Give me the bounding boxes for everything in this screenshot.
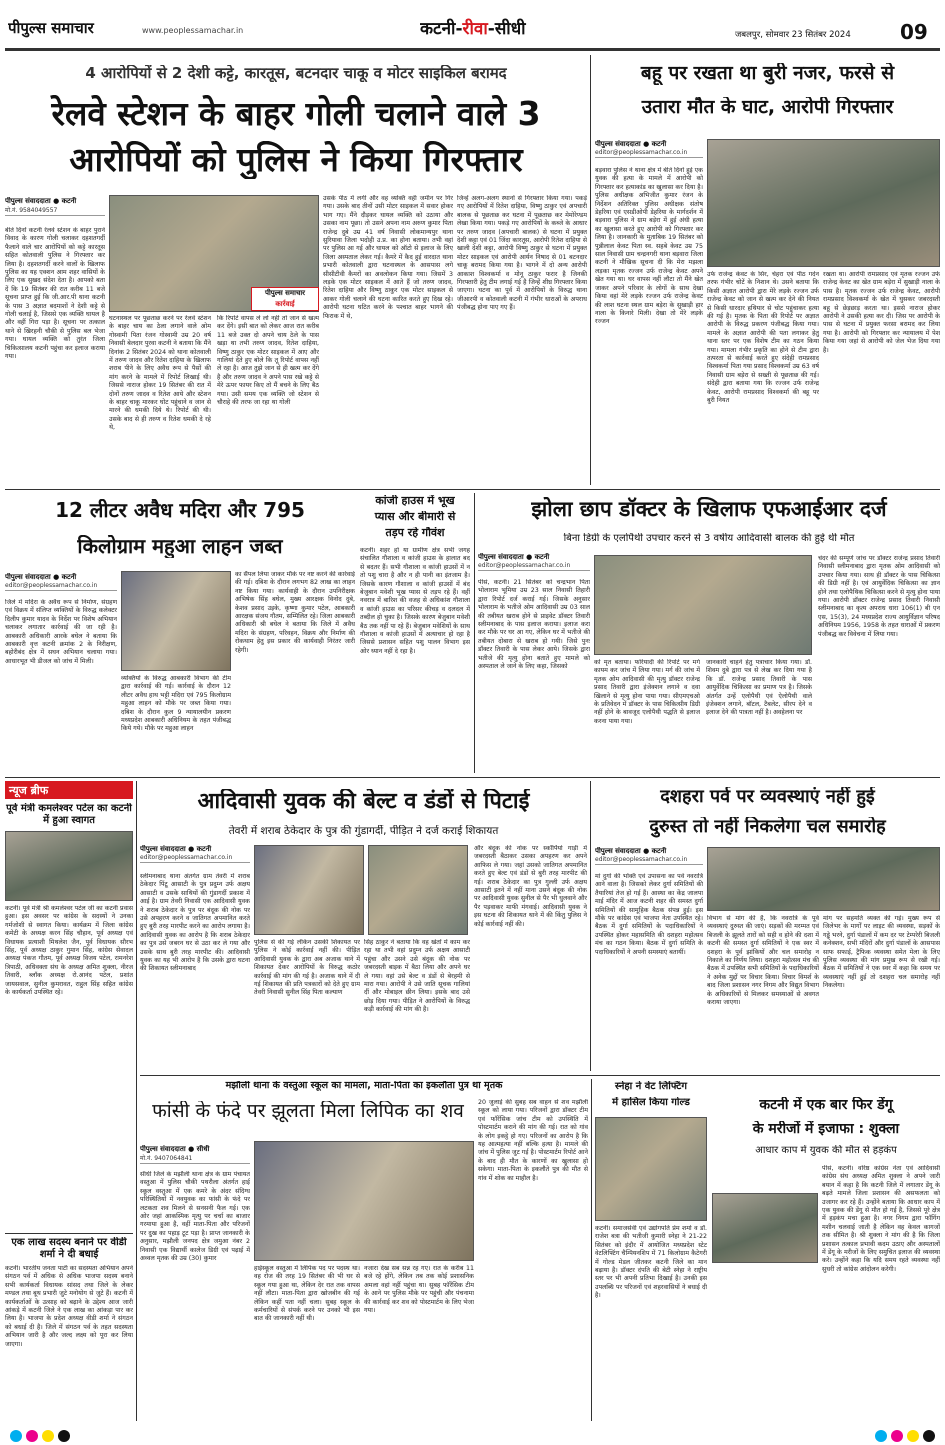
body-col-2: को मृत बताया। फरियादी की रिपोर्ट पर मर्ग कायम कर जांच में लिया गया। मर्ग की जांच में मृतक ओम आदिवासी की मृत्यु डॉक्टर राजेन्द्र प्रसाद तिवारी द्वारा इंजेक्शन लगाने व दवा खिलाने से मृत्यु होना पाया गया। सीएमएचओ के प्रतिवेदन में डॉक्टर के पास चिकित्सीय डिग्री नहीं होने के बावजूद एलोपैथी पद्धति से इलाज करना पाया गया। bbox=[594, 659, 700, 725]
story-clerk-body-found bbox=[140, 1079, 588, 1421]
reg-dot-magenta bbox=[891, 1430, 903, 1442]
body-col-4: चंदर की सम्पूर्ण जांच पर डॉक्टर राजेन्द्र प्रसाद तिवारी निवासी स्लीमनाबाद द्वारा मृतक ओम आदिवासी को उपचार किया गया। साथ ही डॉक्टर के पास चिकित्सा की डिग्री नहीं है। एवं आयुर्वेदिक चिकित्सा का ज्ञान होने तथा एलोपैथिक चिकित्सा करने से मृत्यु होना पाया गया। आरोपी डॉक्टर राजेन्द्र प्रसाद तिवारी निवासी स्लीमनाबाद का कृत्य अपराध धारा 106(1) बी एन एस, 15(3), 24 मध्यप्रदेश राज्य आयुर्विज्ञान परिषद अधिनियम 1956, 1958 के तहत धाराओं में प्रकरण पंजीबद्ध कर विवेचना में लिया गया। bbox=[818, 555, 940, 638]
photo-accused-police bbox=[707, 139, 940, 267]
byline: पीपुल्स संवाददाता ● कटनी editor@peoplessamachar.co.in bbox=[5, 573, 117, 592]
masthead-rule bbox=[5, 48, 940, 51]
story-tribal-youth-beaten bbox=[140, 781, 587, 1073]
subheadline: बिना डिग्री के एलोपैथी उपचार करने से 3 वर्षीय आदिवासी बालक की हुई थी मौत bbox=[563, 533, 855, 544]
headline-line-1: दशहरा पर्व पर व्यवस्थाएं नहीं हुई bbox=[660, 787, 875, 807]
headline-line-1: कांजी हाउस में भूख bbox=[375, 495, 455, 507]
body-col-3: सिंह ठाकुर ने बताया कि वह खेतों में काम कर रहा था तभी वहां प्रदुम्न उर्फ अक्षय आसाटी पहुंचा और उसने उसे बंदूक की नोक पर जबरदस्ती बाइक में बैठा लिया और अपने घर ले गया। वहां उसे बेल्ट व डंडों से बेरहमी से मारा गया। आरोपी ने उसे जाति सूचक गालियां दीं और मोबाइल छीन लिया। इसके बाद उसे छोड़ दिया गया। पीड़ित ने आरोपियों के विरुद्ध कड़ी कार्रवाई की मांग की है। bbox=[364, 939, 470, 1014]
news-brief-label: न्यूज ब्रीफ bbox=[5, 781, 133, 799]
byline: पीपुल्स संवाददाता ● कटनी मो.नं. 9584049557 bbox=[5, 197, 105, 217]
divider bbox=[5, 777, 940, 778]
photo-amit-shukla bbox=[712, 1193, 818, 1263]
print-registration-marks bbox=[0, 1425, 945, 1445]
photo-kamleshwar-patel bbox=[5, 831, 133, 901]
story-quack-doctor-fir bbox=[478, 493, 940, 775]
headline: झोला छाप डॉक्टर के खिलाफ एफआईआर दर्ज bbox=[531, 497, 887, 521]
body-col-1: बड़वारा पुलिस ने थाना क्षेत्र में बीते दिनों हुई एक युवक की हत्या के मामले में आरोपी को गिरफ्तार कर हत्याकांड का खुलासा कर दिया है। पुलिस अधीक्षक अभिजीत कुमार रंजन के निर्देशन अतिरिक्त पुलिस अधीक्षक संतोष डेहरिया एवं एसडीओपी डेहरिया के मार्गदर्शन में बड़वारा पुलिस ने ग्राम बड़ेरा में हुई अंधी हत्या का खुलासा करते हुए आरोपी को गिरफ्तार कर लिया है। जानकारी के मुताबिक 19 सितंबर को पुन्नीलाल केवट पिता स्व. सहबे केवट उम्र 75 साल निवासी ग्राम चन्द्रनगरी थाना बड़वारा जिला कटनी ने मौखिक सूचना दी कि मेरा मझला लड़का मृतक रज्जन उर्फ राजेन्द्र केवट अपने खेत गया था। घर वापस नहीं लौटा तो मैंने खेत जाकर अपने परिवार के लोगों के साथ देखा किया वहां मेरे लड़के रज्जन उर्फ राजेन्द्र केवट की लाश घटना स्थल ग्राम बड़ेरा के सुखाड़ी हार नाला के किनारे मिली। देखा तो मेरे लड़के रज्जन bbox=[595, 167, 703, 326]
divider bbox=[5, 1233, 133, 1234]
divider bbox=[591, 1079, 592, 1421]
body-col-2: घटनास्थल पर पूछताछ करने पर रेलवे स्टेशन के बाहर चाय का ठेला लगाने वाले ओम गोस्वामी पिता रंजन गोस्वामी उम्र 20 वर्ष निवासी बेलदार पुरवा कटनी ने बताया कि मैंने दिनांक 2 सितंबर 2024 को थाना कोतवाली में तरुण जादव और रितेश दाहिया के खिलाफ शराब पीने के लिए अवैध रूप से पैसों की मांग करने के मामले में रिपोर्ट लिखाई थी। जिससे नाराज होकर 19 सितंबर की रात में दोनों तरुण जादव व रितेश आये और स्टेशन के बाहर चाकू मारकर घोट पहुंचाने व जान से मारने की धमकी दिये थे। रिपोर्ट की थी। उसके बाद से ही तरुण व रितेश धमकी दे रहे थे, bbox=[109, 315, 211, 432]
reg-dot-black bbox=[58, 1430, 70, 1442]
brief-body-1: कटनी। पूर्व मंत्री श्री कमलेश्वर पटेल जी का कटनी प्रवास हुआ। इस अवसर पर कांग्रेस के सदस्यों ने उनका गर्मजोशी से स्वागत किया। कार्यक्रम में जिला कांग्रेस कमेटी के अध्यक्ष करन सिंह चौहान, पूर्व अध्यक्ष एवं विधायक प्रत्याशी मिथलेश जैन, पूर्व विधायक सौरभ सिंह, पूर्व अध्यक्ष ठाकुर गुमान सिंह, कांग्रेस सेवादल अध्यक्ष पंकज गौतम, पूर्व अध्यक्ष विजय पटेल, रामनरेश त्रिपाठी, अधिवक्ता संघ के अध्यक्ष अमित शुक्ला, नीरज तिवारी, ब्लॉक अध्यक्ष रो.आनंद पटेल, प्रशांत जायसवाल, सुनील कुमरावत, राहुल सिंह सहित कांग्रेस के कार्यकर्ता उपस्थित रहे। bbox=[5, 905, 133, 997]
photo-sneha bbox=[595, 1117, 707, 1221]
headline-line-1: स्नेहा ने वेट लिफ्टिंग bbox=[615, 1081, 687, 1092]
headline-line-2: दुरुस्त तो नहीं निकलेगा चल समारोह bbox=[649, 817, 886, 837]
body-col-2: उर्फ राजेन्द्र केवट के सिर, चेहरा एवं पीठ गर्दन तरफ गंभीर चोटें के निशान थे। उसने बताया कि किसी अज्ञात आरोपी द्वारा मेरे लड़के रज्जन उर्फ राजेन्द्र केवट को जान से खत्म कर देने की नियत से किसी धारदार हथियार से चोट पहुंचाकर हत्या की गई है। मृतक के पिता की रिपोर्ट पर अज्ञात आरोपी के विरुद्ध प्रकरण पंजीबद्ध किया गया। मामले के अज्ञात आरोपी की पता लगाकर हेतु थाना स्तर पर एक विशेष टीम का गठन किया गया। मामला गंभीर प्रकृति का होने से टीम द्वारा तत्परता से कार्रवाई करते हुए संदेही रामप्रसाद विश्वकर्मा पिता गया प्रसाद विश्वकर्मा उम्र 63 वर्ष निवासी ग्राम बड़ेरा से सख्ती से पूछताछ की गई। संदेही द्वारा बताया गया कि रज्जन उर्फ राजेन्द्र केवट, आरोपी रामप्रसाद विश्वकर्मा की बहू पर बुरी नियत bbox=[707, 271, 819, 405]
body: कटनी। समाजसेवी एवं उद्योगपति प्रेम शर्मा व डॉ. राजेश बत्रा की भतीजी कुमारी स्नेहा ने 21-22 सितंबर को इंदौर में आयोजित मध्यप्रदेश स्टेट वेटलिफ्टिंग चैम्पियनशिप में 71 किलोग्राम कैटेगरी में गोल्ड मेडल जीतकर कटनी जिले का मान बढ़ाया है। डॉक्टर दंपति की बेटी स्नेहा ने राष्ट्रीय स्तर पर भी अपनी प्रतिभा दिखाई है। उनकी इस उपलब्धि पर परिजनों एवं शहरवासियों ने बधाई दी है। bbox=[595, 1225, 707, 1300]
site-url: www.peoplessamachar.in bbox=[142, 26, 244, 35]
body-col-1: जिले में मदिरा के अवैध रूप से निर्माण, संग्रहण एवं विक्रय में संलिप्त व्यक्तियों के विरुद्ध कलेक्टर दिलीप कुमार यादव के निर्देश पर विशेष अभियान चलाकर लगातार कार्रवाई की जा रही है। आबकारी अधिकारी आरके बघेल ने बताया कि आबकारी वृत्त कटनी क्रमांक 2 के निरीक्षण, बहोरीबंद क्षेत्र में सघन अभियान चलाया गया। आधारभूत भी डीजल को जांच में मिली। bbox=[5, 599, 117, 665]
edition-sidhi: सीधी bbox=[494, 19, 526, 39]
headline-line-2: किलोग्राम महुआ लाहन जब्त bbox=[77, 535, 283, 558]
body-col-1: पीसं, कटनी। वरिष्ठ कांग्रेस नेता एवं आदिवासी कांग्रेस संघ अध्यक्ष अमित शुक्ला ने अपने जारी बयान में कहा है कि कटनी जिले में लगातार डेंगू के बढ़ते मामले जिला प्रशासन की असफलता को उजागर कर रहे हैं। उन्होंने बताया कि आधार काप में एक युवक की डेंगू से मौत हो गई है, जिससे पूरे क्षेत्र में हड़कंप मचा हुआ है। नगर निगम द्वारा फॉगिंग मशीन चलवाई जाती है लेकिन वह केवल कागजों तक सीमित है। श्री शुक्ला ने मांग की है कि जिला प्रशासन तत्काल प्रभावी कदम उठाए और अस्पतालों में डेंगू के मरीजों के लिए समुचित इलाज की व्यवस्था करे। उन्होंने कहा कि यदि समय रहते व्यवस्था नहीं सुधरी तो कांग्रेस आंदोलन करेगी। bbox=[822, 1165, 940, 1273]
photo-samiti-meeting bbox=[707, 847, 940, 911]
photo-hanging-scene bbox=[254, 1141, 474, 1261]
brief-body-2: कटनी। भारतीय जनता पार्टी का सदस्यता अभियान अपने संगठन पर्व में अधिक से अधिक भाजपा सदस्य बनाने सभी कार्यकर्ता विधायक सांसद तथा जिले के लेकर मण्डल तथा बूथ प्रभारी जुटे मनोयोग से जुटे हैं। कटनी में कार्यकर्ताओं के उत्साह को बढ़ाने के उद्देश्य आज जारी आंकड़े में कटनी जिले ने एक लाख का आंकड़ा पार कर लिया है। भाजपा के प्रदेश अध्यक्ष वीडी शर्मा ने संगठन को बधाई दी है। जिले में संगठन पर्व के तहत सदस्यता अभियान जारी है और जल्द लक्ष्य को पूरा कर लिया जाएगा। bbox=[5, 1265, 133, 1348]
subheadline: आधार काप में युवक की मौत से हड़कंप bbox=[755, 1145, 897, 1156]
photo-victim-2 bbox=[368, 845, 468, 935]
body-col-3: जानकारी चाहने हेतु पत्राचार किया गया। डॉ. शिवम दुबे द्वारा पत्र से लेख कर दिया गया है कि डॉ. राजेन्द्र प्रसाद तिवारी के पास आयुर्वेदिक चिकित्सा का प्रमाण पत्र है। जिसके अंतर्गत उन्हें एलोपैथी एवं ऐलोपैथी वाले इंजेक्शन लगाने, बॉटल, टैबलेट, सीरप देने व इलाज देने की पात्रता नहीं है। अवहेलना पर bbox=[706, 659, 812, 717]
story-illegal-liquor bbox=[5, 493, 355, 775]
edition-katni: कटनी bbox=[420, 19, 456, 39]
byline: पीपुल्स संवाददाता ● कटनी editor@peoplessamachar.co.in bbox=[595, 847, 703, 866]
body-col-2: पुलिस से की गई लेकिन उसकी शिकायत पर पुलिस ने कोई कार्रवाई नहीं की। पीड़ित आदिवासी युवक के द्वारा अब अजाक थाने में शिकायत देकर आरोपियों के विरुद्ध कठोर कार्रवाई की मांग की गई है। अजाक थाने में दी गई शिकायत की प्रति पत्रकारों को देते हुए ग्राम तेवरी निवासी सुनील सिंह पिता कल्याण bbox=[254, 939, 360, 997]
divider bbox=[590, 781, 591, 1071]
byline: पीपुल्स संवाददाता ● सीधी मो.नं. 9407064841 bbox=[140, 1145, 250, 1165]
body-col-3: मांग पर सहमति व्यक्त की गई। मुख्य रूप से जिलेभर के मार्गों पर लाइट की व्यवस्था, सड़कों के गड्ढे भरने, दुर्गा पंडालों में कम दर पर टेम्परेरी बिजली कनेक्शन, सभी मंदिरों और दुर्गा पंडालों के आसपास साफ सफाई, ट्रैफिक व्यवस्था समेत मेला के लिए पुलिस व्यवस्था की मांग प्रमुख रूप से रखी गई। बैठक में समितियों ने एक स्वर में कहा कि समय पर व्यवस्थाएं नहीं हुई तो दशहरा चल समारोह नहीं निकलेगा। bbox=[823, 915, 940, 990]
headline-line-1: बहू पर रखता था बुरी नजर, फरसे से bbox=[640, 63, 895, 84]
headline-line-2: आरोपियों को पुलिस ने किया गिरफ्तार bbox=[69, 141, 523, 179]
body-col-3: रखता था। आरोपी रामप्रसाद एवं मृतक रज्जन उर्फ राजेन्द्र केवट का खेत ग्राम बड़ेरा में सुखाड़ी नाला के पास है। मृतक रज्जन उर्फ राजेन्द्र केवट, आरोपी रामप्रसाद विश्वकर्मा के खेत में घुसकर जबरदस्ती बहू से छेड़छाड़ करता था। इससे नाराज होकर आरोपी ने उसकी हत्या कर दी। जिस पर आरोपी के पास से घटना में प्रयुक्त फरसा बरामद कर लिया गया है। आरोपी को गिरफ्तार कर न्यायालय में पेश किया गया जहां से आरोपी को जेल भेज दिया गया है। bbox=[823, 271, 940, 354]
story-dengue-cases bbox=[712, 1079, 940, 1421]
body-col-3: का सैंपल लिया जाकर मौके पर नष्ट करने की कार्रवाई की गई। दबिश के दौरान लगभग 82 लाख का लाहन नष्ट किया गया। कार्यवाही के दौरान उपनिरीक्षक अभिषेक सिंह बघेल, मुख्य आरक्षक विनोद दुबे, केशव प्रसाद उइके, कृष्णा कुमार पटेल, आबकारी आरक्षक संजय गौतम, सम्मिलित रहे। जिला आबकारी अधिकारी श्री बघेल ने बताया कि जिले में अवैध मदिरा के संग्रहण, परिवहन, विक्रय और निर्माण की रोकथाम हेतु इस प्रकार की कार्यवाही निरंतर जारी रहेगी। bbox=[235, 571, 355, 654]
edition-rewa: रीवा bbox=[462, 19, 488, 39]
body-col-1: स्लीमनाबाद थाना अंतर्गत ग्राम तेवरी में शराब ठेकेदार पिंटू आसाटी के पुत्र प्रदुम्न उर्फ अक्षय आसाटी व उसके साथियों की गुंडागर्दी प्रकाश में आई है। ग्राम तेवरी निवासी एक आदिवासी युवक ने शराब ठेकेदार के पुत्र पर बंदूक की नोक पर उसे अपहरण करने व जातिगत अपमानित करते हुए बुरी तरह मारपीट करने का आरोप लगाया है। आदिवासी युवक का आरोप है कि शराब ठेकेदार का पुत्र उसे जबरन घर से उठा कर ले गया और उसके साथ बुरी तरह मारपीट की। आदिवासी युवक का यह भी आरोप है कि उसके द्वारा घटना की शिकायत स्लीमनाबाद bbox=[140, 873, 250, 973]
headline-line-2: प्यास और बीमारी से bbox=[374, 511, 456, 523]
body-col-4: उसके पीठ में लगी और वह व्यक्ति वहीं जमीन पर गिर गया। उसके बाद तीनों उसी मोटर साइकल में सवार होकर भाग गए। मैंने दौड़कर घायल व्यक्ति को उठाया और उसका नाम पूछा। तो उसने अपना नाम अरुण कुमार पिता राजेन्द्र दुबे उम्र 41 वर्ष निवासी लोकमान्यपुर थाना सुरियावा जिला भदोही उ.प्र. का होना बताया। तभी वहां पर पुलिस आ गई और घायल को ऑटो से इलाज के लिए जिला अस्पताल लेकर गई। कैमरे में कैद हुई वारदात थाना प्रभारी कोतवाली द्वारा घटनास्थल के आसपास लगे सीसीटीवी कैमरों का अवलोकन किया गया। जिसमें 3 लड़के एक मोटर साइकल में आते हैं जो तरुण जादव, रितेश दाहिया और विष्णु ठाकुर एक मोटर साइकल से आकर गोली चलाने की घटना कारित करते हुए दिख रहे। आरोपी घटना घटित करने के पश्चात बाहर भागने की फिराक में थे, bbox=[323, 195, 453, 320]
body-col-3: कि रिपोर्ट वापस ले लो नहीं तो जान से खत्म कर देंगे। इसी बात को लेकर आज रात करीब 11 बजे उक्त दो अपने चाय ठेले के पास खड़ा था तभी तरुण जादव, रितेश दाहिया, विष्णु ठाकुर एक मोटर साइकल में आए और गालियां देते हुए बोले कि तू रिपोर्ट वापस नहीं ले रहा है। आज तुझे जान से ही खत्म कर देंगे है और तरुण जादव ने अपने पास रखे कट्टे से मेरे ऊपर फायर किए तो मैं बचने के लिए बैठ गया। उसी समय एक व्यक्ति जो स्टेशन से चौराहे की तरफ जा रहा था गोली bbox=[217, 315, 319, 407]
brief-headline-1: पूर्व मंत्री कमलेश्वर पटेल का कटनी में हुआ स्वागत bbox=[6, 803, 132, 826]
headline-line-2: उतारा मौत के घाट, आरोपी गिरफ्तार bbox=[641, 97, 894, 118]
headline-line-2: में हासिल किया गोल्ड bbox=[612, 1097, 690, 1108]
body-col-1: पीसं, कटनी। 21 सितंबर को चन्द्रभान पिता भोलाराम भूमिया उम्र 23 साल निवासी तिहारी द्वारा रिपोर्ट दर्ज कराई गई। जिसके अनुसार भोलाराम के भतीजे ओम आदिवासी उम्र 03 साल की तबीयत खराब होने से प्राइवेट डॉक्टर तिवारी स्लीमनाबाद के पास इलाज कराया। इलाज करा कर मौके पर घर आ गए, लेकिन घर में भतीजे की तबीयत दोबारा से खराब हो गयी। जिसे पुनः डॉक्टर तिवारी के पास लेकर आये। जिसके द्वारा भतीजे की मृत्यु होना बताते हुए मामले को अस्पताल ले जाने के लिए कहा, जिसको bbox=[478, 579, 590, 671]
photo-seized-liquor bbox=[121, 571, 231, 671]
reg-dot-cyan bbox=[10, 1430, 22, 1442]
dateline: जबलपुर, सोमवार 23 सितंबर 2024 bbox=[735, 30, 851, 40]
headline-line-1: रेलवे स्टेशन के बाहर गोली चलाने वाले 3 bbox=[51, 95, 541, 133]
byline: पीपुल्स संवाददाता ● कटनी editor@peoplessamachar.co.in bbox=[140, 845, 250, 864]
reg-dot-yellow bbox=[907, 1430, 919, 1442]
subheadline: तेवरी में शराब ठेकेदार के पुत्र की गुंडागर्दी, पीड़ित ने दर्ज कराई शिकायत bbox=[228, 825, 499, 837]
body: कटनी। शहर हो या ग्रामीण क्षेत्र सभी जगह संचालित गौशाला व कांजी हाउस के हालात बद से बदतर हैं। सभी गौशाला व कांजी हाउसों में न तो पशु चारा है और न ही पानी का इंतजाम है। जिसके कारण गौशाला व कांजी हाउसों में बंद बेजुबान मवेशी भूख प्यास से तड़प रहे हैं। वहीं नवरात्र में बारिश की वजह से अधिकांश गौशाला व कांजी हाउस का परिसर कीचड़ व दलदल में तब्दील हो चुका है। जिसके कारण बेजुबान मवेशी बैठ तक नहीं पा रहे हैं। बेजुबान मवेशियों के साथ गौशाला व कांजी हाउसों में अत्याचार हो रहा है जिससे प्रशासन सहित पशु पालन विभाग इस ओर ध्यान नहीं दे रहा है। bbox=[360, 547, 470, 655]
headline-line-3: तड़प रहे गौवंश bbox=[385, 527, 445, 539]
masthead bbox=[0, 0, 945, 52]
body-col-4: और बंदूक की नोक पर स्कॉर्पियो गाड़ी में जबरदस्ती बैठाकर उसका अपहरण कर अपने आफिस ले गया। जहां उसको जातिगत अपमानित करते हुए बेल्ट एवं डंडों से बुरी तरह मारपीट की गई। शराब ठेकेदार का पुत्र गुल्ली उर्फ अक्षय आसाटी इतने में नहीं माना उसने बंदूक की नोक पर आदिवासी युवक सुनील से पैर भी धुलवाने और पैर पड़वाकर माफी मंगवाई। आदिवासी युवक ने इस घटना की शिकायत थाने में की किंतु पुलिस ने कोई कार्रवाई नहीं की। bbox=[474, 845, 587, 928]
body-col-4: 20 जुलाई की सुबह सब वाहन से शव मझौली स्कूल को लाया गया। परिजनों द्वारा डॉक्टर टीम एवं फॉरेंसिक जांच टीम को उपस्थिति में पोस्टमार्टम कराने की मांग की गई। रात को गांव के लोग इकट्ठे हो गए। परिजनों का आरोप है कि यह आत्महत्या नहीं बल्कि हत्या है। मामले की जांच में पुलिस जुट गई है। पोस्टमार्टम रिपोर्ट आने के बाद ही मौत के कारणों का खुलासा हो सकेगा। माता-पिता के इकलौते पुत्र की मौत से गांव में शोक का माहौल है। bbox=[478, 1099, 588, 1182]
brand-logo bbox=[8, 18, 138, 42]
edition-title: कटनी-रीवा-सीधी bbox=[420, 19, 526, 39]
body-col-3: नजारा देख सब सन्न रह गए। रात के करीब 11 बजे रहे होंगे, लेकिन तब तक कोई प्रशासनिक अमला वहां नहीं पहुंचा था। सुबह फॉरेंसिक टीम के आने पर पुलिस मौके पर पहुंची और पंचनामा की कार्रवाई कर शव को पोस्टमार्टम के लिए भेजा गया। bbox=[364, 1265, 474, 1315]
byline: पीपुल्स संवाददाता ● कटनी editor@peoplessamachar.co.in bbox=[595, 140, 703, 159]
divider bbox=[590, 55, 591, 485]
headline-line-2: के मरीजों में इजाफा : शुक्ला bbox=[752, 1121, 900, 1137]
news-brief-column bbox=[5, 781, 133, 1421]
body-col-5: जिन्हें अलग-अलग स्थानों से गिरफ्तार किया गया। पकड़े गए आरोपियों में रितेश दाहिया, विष्णु ठाकुर एवं अपचारी बालक से पूछताछ कर घटना में पूछताछ कर मेमोरेण्डम लेखा किया गया। पकड़े गए आरोपियों के कब्जे के आधार पर तरुण जादव (अपचारी बालक) से घटना में प्रयुक्त देशी कट्टा एवं 01 जिंदा कारतूस, आरोपी रितेश दाहिया से खाली देशी कट्टा, आरोपी विष्णु ठाकुर से घटना में प्रयुक्त मोटर साइकल एवं आरोपी आर्यन निषाद से 01 बटनदार चाकू बरामद किया गया है। भागने में दो अन्य आरोपी आकाश विश्वकर्मा व मोनू ठाकुर फरार है जिनकी गिरफ्तारी हेतु टीम लगाई गई है जिन्हें शीघ्र गिरफ्तार किया जाएगा। घटना का पूर्व में आरोपियों के विरुद्ध थाना जीआरपी व कोतवाली कटनी में गंभीर धाराओं के अपराध पंजीबद्ध होना पाए गए हैं। bbox=[457, 195, 587, 312]
headline-line-1: 12 लीटर अवैध मदिरा और 795 bbox=[55, 499, 305, 522]
body-col-2: विभाग से मांग की है, कि नवरात्रि के पूर्व व्यवस्थाएं दुरुस्त की जाएं। सड़कों की मरम्मत एवं बिजली के झूलते तारों को सही व होने की दशा में कटनी की समस्त दुर्गा समितियों ने एक स्वर में दशहरा के पूर्व झांकियों और चल समारोह न निकाले का निर्णय लिया। दशहरा महोत्सव मंच की बैठक में उपस्थित सभी समितियों के पदाधिकारियों ने अनेक मुद्दों पर विचार किया। विचार विमर्श के बाद जिला प्रशासन नगर निगम और विद्युत विभाग के अधिकारियों से मिलकर समस्याओं से अवगत कराया जाएगा। bbox=[707, 915, 819, 1007]
brief-headline-2: एक लाख सदस्य बनाने पर वीडी शर्मा ने दी बधाई bbox=[11, 1237, 127, 1260]
headline: फांसी के फंदे पर झूलता मिला लिपिक का शव bbox=[152, 1101, 464, 1122]
photo-doctor-clinic bbox=[594, 555, 812, 655]
reg-dot-black bbox=[923, 1430, 935, 1442]
headline-line-1: कटनी में एक बार फिर डेंगू bbox=[759, 1097, 893, 1113]
page-number: 09 bbox=[900, 20, 928, 44]
kicker: मझौली थाना के वस्तुआ स्कूल का मामला, माता-पिता का इकलौता पुत्र था मृतक bbox=[225, 1081, 503, 1091]
reg-dot-magenta bbox=[26, 1430, 38, 1442]
story-axe-murder bbox=[595, 55, 940, 487]
story-kanji-house bbox=[360, 493, 470, 775]
divider bbox=[5, 489, 940, 490]
photo-victim-1 bbox=[254, 845, 364, 935]
body-col-1: बीते दिनों कटनी रेलवे स्टेशन के बाहर पुराने विवाद के कारण गोली चलाकर दहशतगर्दी फैलाने वाले चार आरोपियों को कट्टे कारतूस सहित कोतवाली पुलिस ने गिरफ्तार कर लिया है। दहशतगर्दी करने वालों के खिलाफ पुलिस का यह एक्शन आम शहर वासियों के लिए एक सुखद संदेश देता है। आपको बता दें कि 19 सितंबर की रात करीब 11 बजे सूचना प्राप्त हुई कि जी.आर.पी थाना कटनी के पास 3 अज्ञात बदमाशों ने देशी कट्टे से गोली चलाई है, जिससे एक व्यक्ति घायल है और वहीं गिरा पड़ा है। सूचना पर तत्काल थाने से खिरहनी चौकी से पुलिस बल भेजा गया। घायल व्यक्ति को तुरंत जिला चिकित्सालय कटनी पहुंचा कर इलाज कराया गया। bbox=[5, 227, 105, 361]
reg-dot-yellow bbox=[42, 1430, 54, 1442]
divider bbox=[474, 493, 475, 773]
divider bbox=[140, 1075, 940, 1076]
body-col-1: सीधी जिले के मझौली थाना क्षेत्र के ग्राम पंचायत वस्तुआ में पुलिस चौकी पथरौला अंतर्गत हाई स्कूल वस्तुआ में एक कमरे के अंदर संदिग्ध परिस्थितियों में नवयुवक का फांसी के फंदे पर लटकता शव मिलने से सनसनी फैल गई। एक ओर जहां आकस्मिक मृत्यु पर चर्चा का बाजार गरमाया हुआ है, वहीं माता-पिता और परिजनों पर दुख का पहाड़ टूट पड़ा है। प्राप्त जानकारी के अनुसार, मझौली जनपद क्षेत्र जमुआ नंबर 2 निवासी एक विद्यार्थी कालेज डिग्री एवं पढ़ाई में अव्वल मृतक की उम्र (30) कुमार bbox=[140, 1171, 250, 1263]
divider bbox=[136, 781, 137, 1421]
story-railway-firing bbox=[5, 55, 587, 487]
story-dussehra-arrangements bbox=[595, 781, 940, 1073]
story-sneha-weightlifting bbox=[595, 1079, 707, 1421]
body-col-2: व्यक्तियों के विरुद्ध आबकारी विभाग की टीम द्वारा कार्रवाई की गई। कार्रवाई के दौरान 12 लीटर अवैध हाथ भट्टी मदिरा एवं 795 किलोग्राम महुआ लाहन को मौके पर जब्त किया गया। दबिश के दौरान कुल 9 न्यायालयीन प्रकरण मध्यप्रदेश आबकारी अधिनियम के तहत पंजीबद्ध किये गये। मौके पर महुआ लाहन bbox=[121, 675, 231, 733]
headline: आदिवासी युवक की बेल्ट व डंडों से पिटाई bbox=[197, 789, 530, 814]
photo-stamp: पीपुल्स समाचार कार्रवाई bbox=[251, 287, 319, 311]
reg-dot-cyan bbox=[875, 1430, 887, 1442]
byline: पीपुल्स संवाददाता ● कटनी editor@peoplessamachar.co.in bbox=[478, 553, 590, 572]
brand-name: पीपुल्स समाचार bbox=[8, 19, 94, 37]
body-col-1: मां दुर्गा की भक्ति एवं उपासना का पर्व नवरात्रि आने वाला है। जिसको लेकर दुर्गा समितियों की तैयारियां तेज हो गई हैं। आस्था का केंद्र जालपा माई मंदिर में आज कटनी शहर की समस्त दुर्गा समितियों की सामूहिक बैठक संपन्न हुई। इस मौके पर कांग्रेस एवं भाजपा नेता उपस्थित रहे। बैठक में दुर्गा समितियों के पदाधिकारियों ने उपस्थित होकर महासमिति की दशहरा महोत्सव मंच का गठन किया। बैठक में दुर्गा समिति के पदाधिकारियों ने अपनी समस्याएं बतायीं। bbox=[595, 873, 703, 956]
body-col-2: हाईस्कूल वस्तुआ में लिपिक पद पर पदस्थ था। वह रोज की तरह 19 सितंबर की भी घर से स्कूल गया हुआ था, लेकिन देर रात तक वापस नहीं लौटा। माता-पिता द्वारा खोजबीन की गई लेकिन कहीं पता नहीं चला। सुबह स्कूल के कर्मचारियों से संपर्क करने पर उनको भी इस बात की जानकारी नहीं थी। bbox=[254, 1265, 360, 1323]
kicker: 4 आरोपियों से 2 देशी कट्टे, कारतूस, बटनदार चाकू व मोटर साइकिल बरामद bbox=[85, 65, 507, 82]
